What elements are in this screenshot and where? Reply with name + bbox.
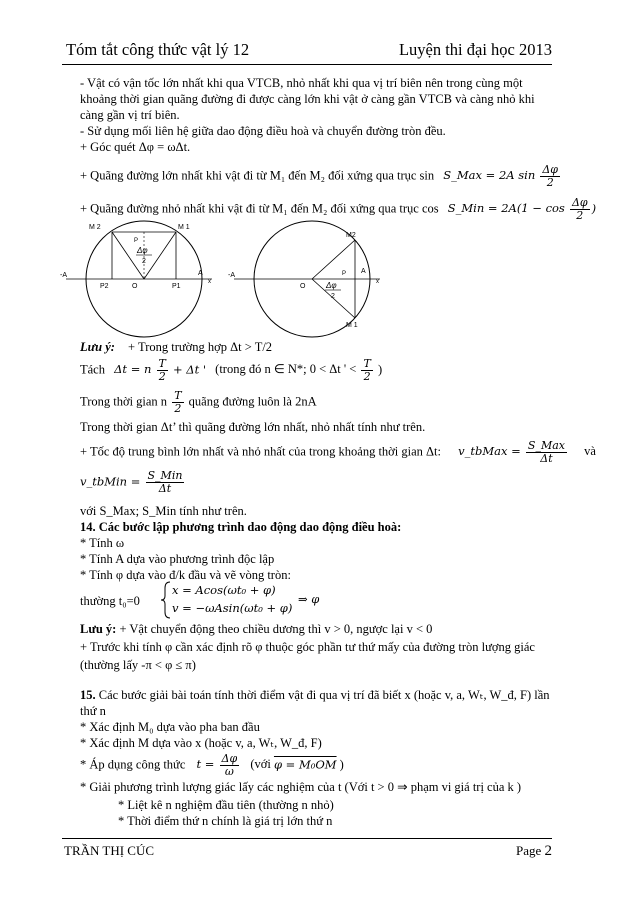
text-line: + Trước khi tính φ cần xác định rõ φ thuộc góc phần tư thứ mấy của đường tròn lượng giác: [80, 640, 535, 654]
label-m2: M2: [346, 232, 356, 239]
label-minus-a: -A: [60, 272, 67, 279]
circle-diagram-smax: [60, 215, 230, 340]
label-p2: P2: [100, 283, 109, 290]
system-result: ⇒ φ: [298, 592, 320, 606]
header-right-title: Luyện thi đại học 2013: [398, 40, 552, 59]
text-line-vtbmin: v_tbMin = $\frac{\text{S\_Min}}{\Delta t}$: [80, 469, 183, 495]
page-footer: [62, 838, 552, 859]
section-heading-15: 15. Các bước giải bài toán tính thời điểm vật đi qua vị trí đã biết x (hoặc v, a, Wₜ, W_đ, F) lần: [80, 688, 550, 702]
header-left-title: Tóm tắt công thức vật lý 12: [66, 40, 250, 59]
text-line: Trong thời gian n $\frac{T}{2}$ quãng đường luôn là 2nA: [80, 389, 317, 415]
label-o: O: [132, 283, 138, 290]
text-line-smin: + Quãng đường nhỏ nhất khi vật đi từ M₁ đến M₂ đối xứng qua trục cos S_Min = 2A(1 − cos $\frac{\Delta\varphi}{2}$ ): [80, 196, 597, 222]
page-number: 2: [544, 843, 552, 859]
label-m1: M 1: [346, 322, 358, 329]
text-line-smax: + Quãng đường lớn nhất khi vật đi từ M₁ đến M₂ đối xứng qua trục sin S_Max = 2A sin $\frac{\Delta\varphi}{2}$: [80, 163, 559, 189]
label-a: A: [361, 268, 366, 275]
text-line: với S_Max; S_Min tính như trên.: [80, 504, 247, 518]
label-p1: P1: [172, 283, 181, 290]
fraction: $\frac{\Delta\varphi}{\omega}$: [221, 752, 238, 778]
text-line: * Giải phương trình lượng giác lấy các nghiệm của t (Với t > 0 ⇒ phạm vi giá trị của k ): [80, 780, 522, 794]
text-line: thường t₀=0: [80, 594, 140, 608]
fraction: $\frac{T}{2}$: [174, 389, 182, 415]
text-line: * Tính ω: [80, 536, 125, 550]
text-line: thứ n: [80, 704, 106, 718]
smax-formula: S_Max = 2A sin: [443, 168, 536, 183]
label-minus-a: -A: [228, 272, 235, 279]
label-dphi: Δφ: [326, 281, 337, 290]
footer-page: Page 2: [515, 843, 552, 859]
fraction: $\frac{\text{S\_Min}}{\Delta t}$: [147, 469, 183, 495]
label-m1: M 1: [178, 224, 190, 231]
fraction: $\frac{\text{S\_Max}}{\Delta t}$: [527, 439, 565, 465]
text-line: * Tính A dựa vào phương trình độc lập: [80, 552, 275, 566]
label-p: P: [134, 238, 139, 244]
label-two: 2: [331, 293, 335, 300]
text-line: * Tính φ dựa vào đ/k đầu và vẽ vòng tròn:: [80, 568, 291, 582]
section-heading-14: 14. Các bước lập phương trình dao động dao động điều hoà:: [80, 520, 402, 534]
label-dphi: Δφ: [137, 246, 148, 255]
text-line: càng gần vị trí biên.: [80, 108, 180, 122]
label-p: P: [342, 271, 347, 277]
label-x: x: [376, 279, 379, 285]
circle-diagram-smin: [228, 215, 398, 340]
text-line: + Góc quét Δφ = ωΔt.: [80, 140, 191, 154]
label-m2: M 2: [89, 224, 101, 231]
text-line-vtbmax: + Tốc độ trung bình lớn nhất và nhỏ nhất của trong khoảng thời gian Δt: v_tbMax = $\frac{\text{S\_Max}}{\Delta t}$ và: [80, 439, 596, 465]
system-eq-1: x = Acos(ωt₀ + φ): [172, 583, 276, 597]
system-brace: [160, 580, 172, 620]
label-two: 2: [142, 258, 146, 265]
text-line: (thường lấy -π < φ ≤ π): [80, 658, 196, 672]
fraction: $\frac{T}{2}$: [158, 357, 166, 383]
text-line: * Liệt kê n nghiệm đầu tiên (thường n nhỏ): [118, 798, 334, 812]
label-o: O: [300, 283, 306, 290]
fraction: $\frac{\Delta\varphi}{2}$: [571, 196, 588, 222]
formula-line: * Áp dụng công thức t = $\frac{\Delta\varphi}{\omega}$ (với φ = M₀OM ): [80, 752, 344, 778]
system-eq-2: v = −ωAsin(ωt₀ + φ): [172, 601, 293, 615]
label-a: A: [198, 270, 203, 277]
text-line: Trong thời gian Δt’ thì quãng đường lớn nhất, nhỏ nhất tính như trên.: [80, 420, 426, 434]
text-line: khoảng thời gian quãng đường đi được càng lớn khi vật ở càng gần VTCB và càng nhỏ khi: [80, 92, 535, 106]
smin-formula: S_Min = 2A(1 − cos: [447, 201, 565, 216]
page-header: [62, 34, 552, 65]
tach-line: Tách Δt = n $\frac{T}{2}$ + Δt ' (trong đó n ∈ N*; 0 < Δt ' < $\frac{T}{2}$ ): [80, 357, 383, 383]
text-line: - Sử dụng mối liên hệ giữa dao động điều hoà và chuyển đường tròn đều.: [80, 124, 446, 138]
text-line: * Xác định M₀ dựa vào pha ban đầu: [80, 720, 260, 734]
fraction: $\frac{T}{2}$: [363, 357, 371, 383]
text-line: * Thời điểm thứ n chính là giá trị lớn thứ n: [118, 814, 333, 828]
fraction: $\frac{\Delta\varphi}{2}$: [542, 163, 559, 189]
label-x: x: [208, 279, 211, 285]
note-line: Lưu ý: + Vật chuyển động theo chiều dương thì v > 0, ngược lại v < 0: [80, 622, 433, 636]
text-line: - Vật có vận tốc lớn nhất khi qua VTCB, nhỏ nhất khi qua vị trí biên nên trong cùng một: [80, 76, 523, 90]
footer-author: TRẦN THỊ CÚC: [64, 843, 155, 858]
note-line: Lưu ý: + Trong trường hợp Δt > T/2: [80, 340, 273, 354]
text-line: * Xác định M dựa vào x (hoặc v, a, Wₜ, W_đ, F): [80, 736, 322, 750]
